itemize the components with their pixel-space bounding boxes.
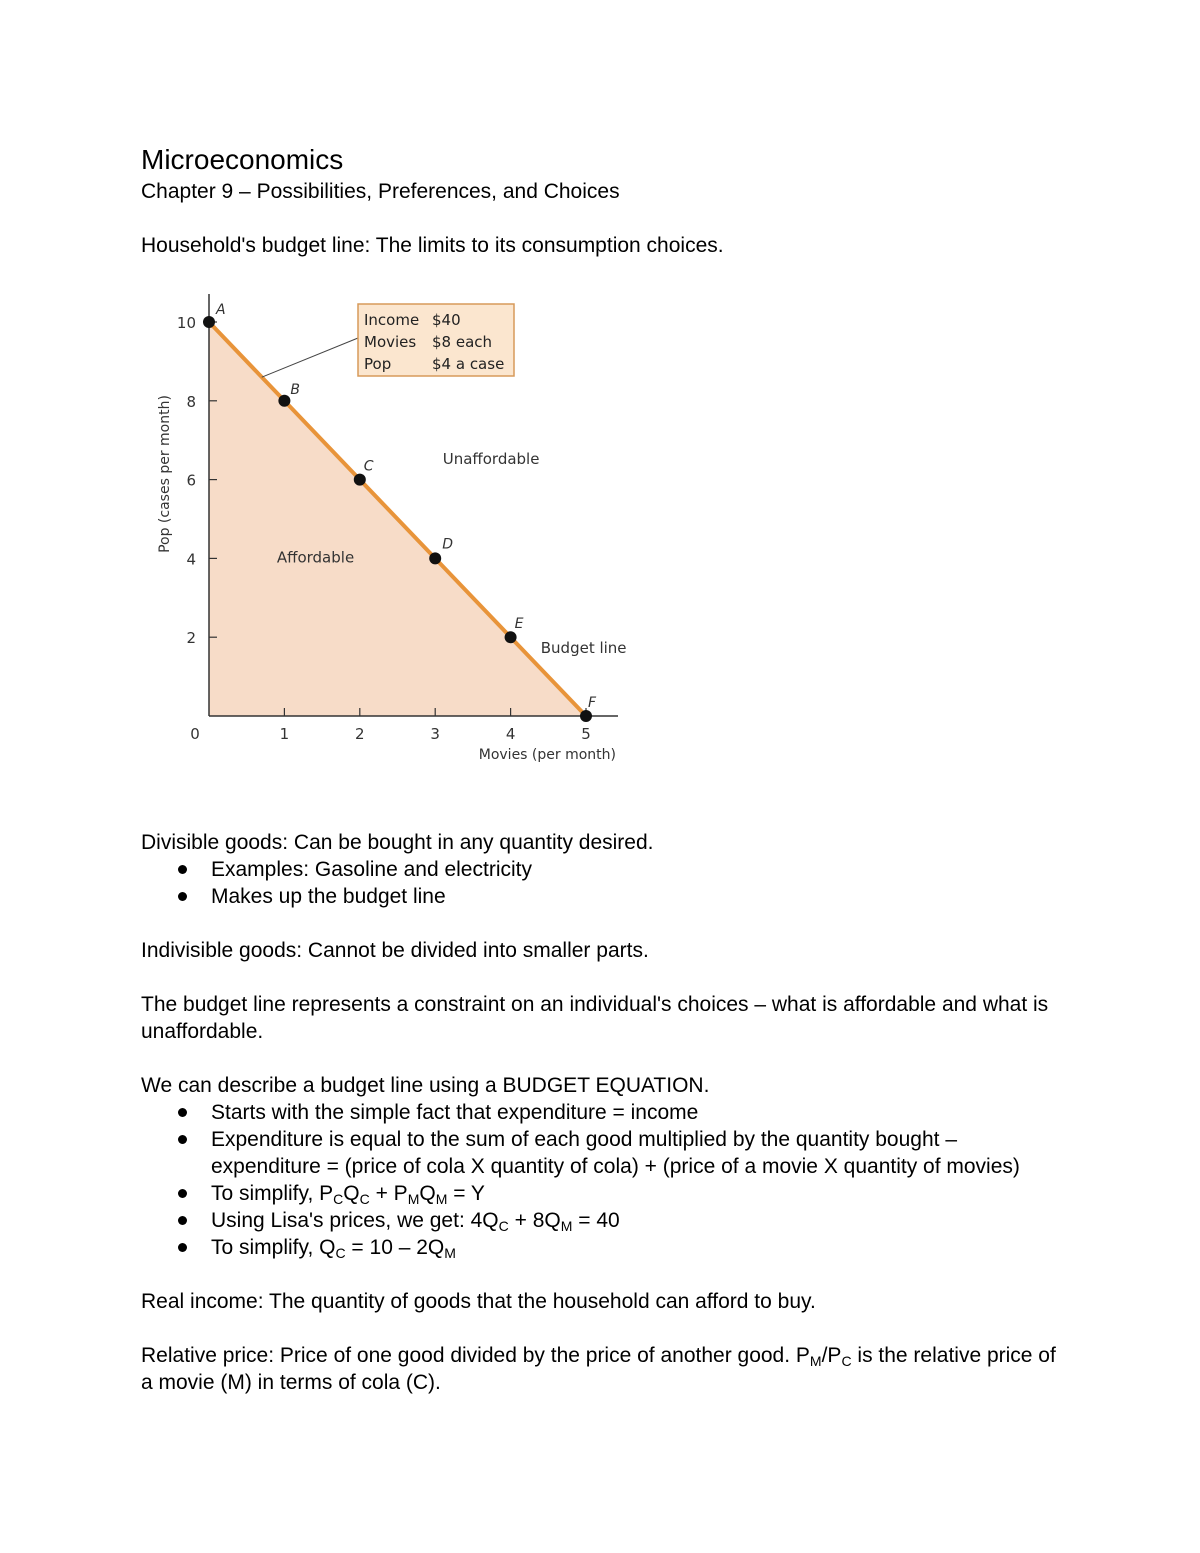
budget-line-label: Budget line <box>540 638 627 657</box>
affordable-label: Affordable <box>276 548 355 567</box>
y-tick-label: 8 <box>186 392 196 411</box>
point-label: D <box>442 536 453 553</box>
list-item: Starts with the simple fact that expenditure = income <box>211 1099 1061 1126</box>
unaffordable-label: Unaffordable <box>442 449 540 468</box>
data-point <box>354 474 366 486</box>
list-item: To simplify, $P_CQ_C + P_MQ_M = Y$ <box>211 1180 1061 1207</box>
info-box-value: $40 <box>432 311 461 329</box>
x-tick-label: 4 <box>505 725 516 743</box>
constraint-text: The budget line represents a constraint on an individual's choices – what is affordable and what is unaffordable. <box>141 993 1049 1043</box>
info-box-item: Income <box>364 311 420 329</box>
data-point <box>203 316 215 328</box>
x-axis-label: Movies (per month) <box>478 747 616 763</box>
y-tick-label: 10 <box>176 314 196 332</box>
info-box-value: $4 a case <box>432 355 505 373</box>
document-title: Microeconomics <box>141 144 344 175</box>
data-point <box>505 631 517 643</box>
list-item: Expenditure is equal to the sum of each good multiplied by the quantity bought – expenditure = (price of cola X quantity of cola) + (price of a movie X quantity of movies) <box>211 1126 1061 1180</box>
indivisible-goods-text: Indivisible goods: Cannot be divided into smaller parts. <box>141 939 649 962</box>
y-tick-label: 6 <box>186 471 196 490</box>
divisible-goods-text: Divisible goods: Can be bought in any quantity desired. <box>141 831 654 854</box>
y-tick-label: 4 <box>186 550 196 569</box>
divisible-goods-list <box>141 856 1061 910</box>
y-axis-label: Pop (cases per month) <box>157 395 173 553</box>
budget-line-figure <box>151 284 641 804</box>
list-item: Using Lisa's prices, we get: $4Q_C + 8Q_M = 40$ <box>211 1207 1061 1234</box>
info-box-leader <box>262 338 358 377</box>
budget-equation-list <box>141 1099 1061 1261</box>
data-point <box>580 710 592 722</box>
document-body <box>141 142 1061 1396</box>
budget-equation-text: We can describe a budget line using a BUDGET EQUATION. <box>141 1074 710 1097</box>
x-tick-label: 0 <box>190 725 200 743</box>
point-label: B <box>290 381 301 398</box>
relative-price-text: Relative price: Price of one good divided by the price of another good. $P_M/P_C$ is the relative price of a movie (M) in terms of cola (C). <box>141 1344 1056 1394</box>
chapter-heading: Chapter 9 – Possibilities, Preferences, and Choices <box>141 180 620 203</box>
x-tick-label: 2 <box>355 725 365 743</box>
info-box-item: Pop <box>364 355 392 373</box>
info-box-value: $8 each <box>432 333 493 351</box>
list-item: To simplify, $Q_C = 10 - 2Q_M$ <box>211 1234 1061 1261</box>
point-label: F <box>588 695 597 711</box>
budget-line-definition: Household's budget line: The limits to its consumption choices. <box>141 234 724 257</box>
point-label: C <box>363 458 374 475</box>
info-box-item: Movies <box>364 333 417 351</box>
x-tick-label: 3 <box>430 725 440 743</box>
budget-line-chart <box>151 284 641 804</box>
x-tick-label: 5 <box>581 725 591 743</box>
data-point <box>429 552 441 564</box>
data-point <box>278 395 290 407</box>
list-item: Examples: Gasoline and electricity <box>211 856 1061 883</box>
real-income-text: Real income: The quantity of goods that the household can afford to buy. <box>141 1290 816 1313</box>
list-item: Makes up the budget line <box>211 883 1061 910</box>
point-label: E <box>514 616 524 633</box>
y-tick-label: 2 <box>186 629 196 648</box>
point-label: A <box>216 302 226 318</box>
x-tick-label: 1 <box>279 725 290 743</box>
